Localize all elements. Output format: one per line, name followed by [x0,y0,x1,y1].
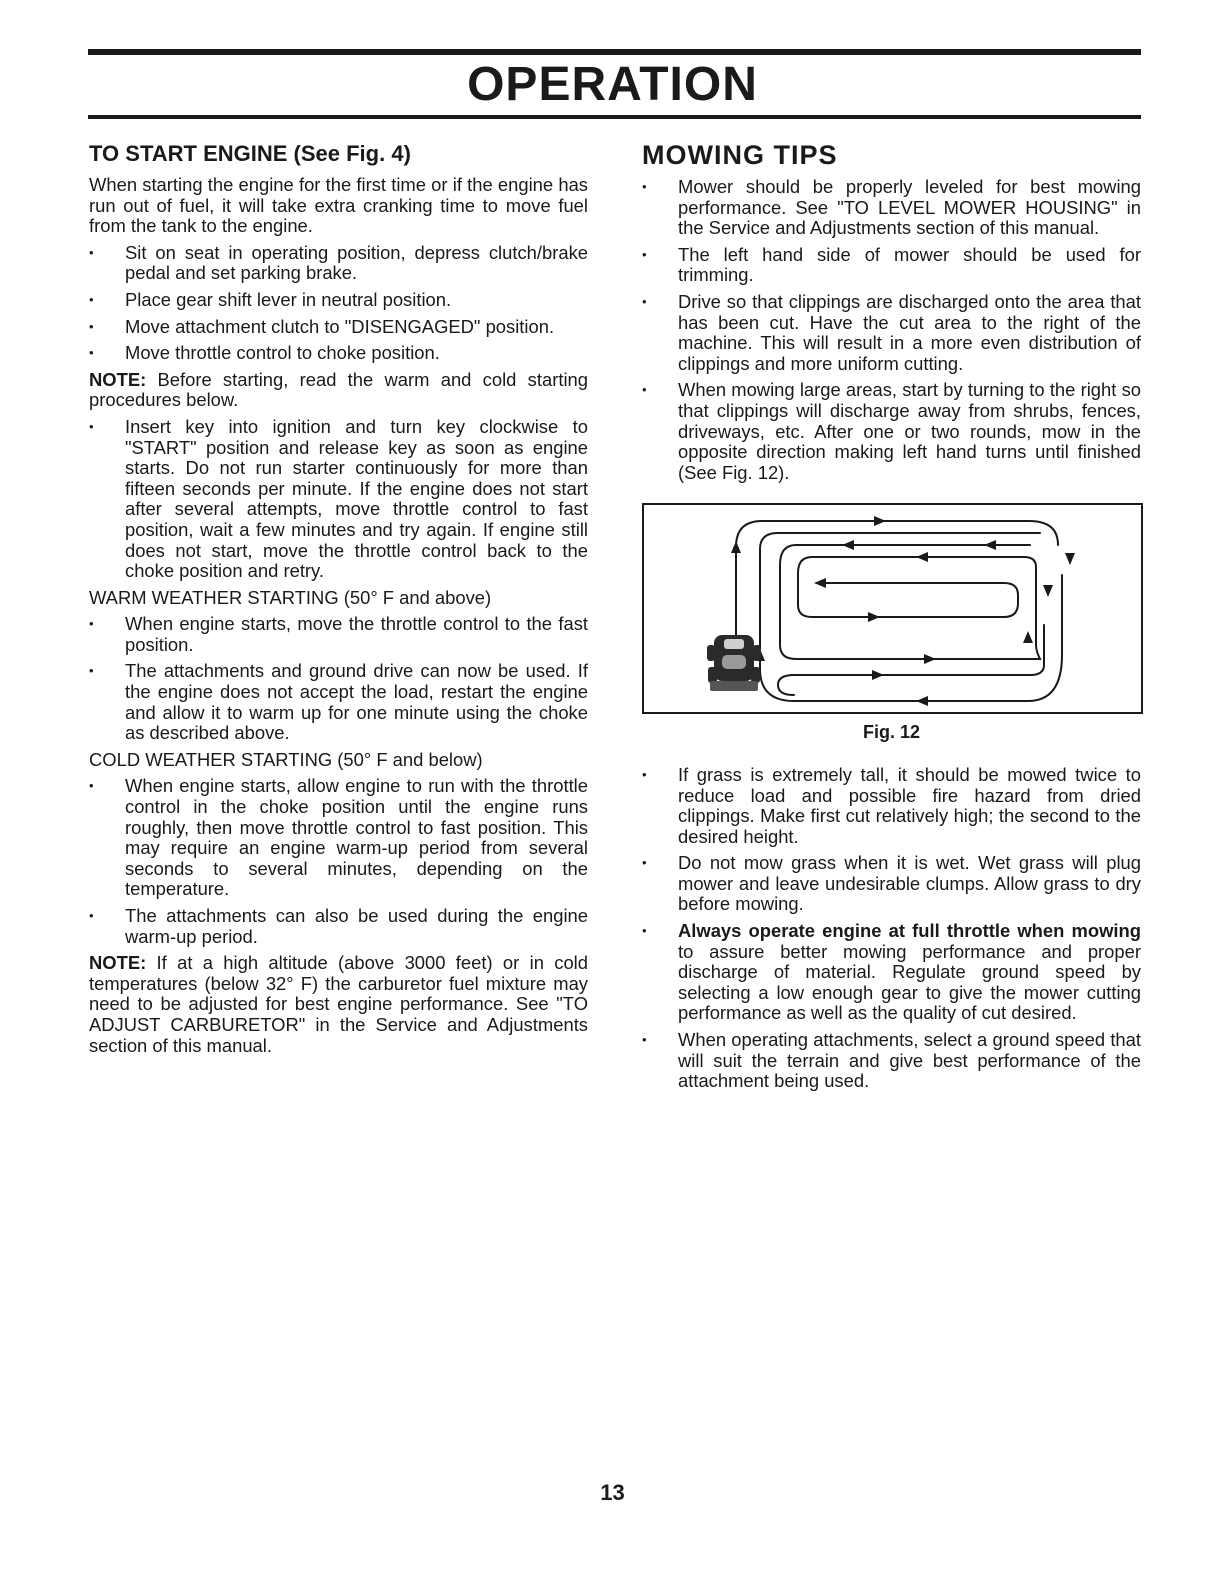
list-item: • Insert key into ignition and turn key clockwise to "START" position and release key as soon as engine starts. Do not run starter continuously for more than fifteen seconds per minute. If the engine does not start after several attempts, move throttle control to fast position, wait a few minutes and try again. If engine still does not start, move the throttle control back to the choke position and retry. [89,417,588,582]
list-item: • Sit on seat in operating position, depress clutch/brake pedal and set parking brake. [89,243,588,284]
arrow-icon-down [1065,553,1075,565]
arrow-icon-left [916,552,928,562]
arrow-icon-down [1043,585,1053,597]
list-item: • Do not mow grass when it is wet. Wet grass will plug mower and leave undesirable clumps. Allow grass to dry before mowing. [642,853,1141,915]
start-steps-list [89,243,588,364]
start-engine-heading: TO START ENGINE (See Fig. 4) [89,141,411,166]
note-altitude [89,953,588,1056]
title-rule [88,115,1141,119]
throttle-warning: Always operate engine at full throttle when mowing [678,920,1141,942]
note-text: Before starting, read the warm and cold starting procedures below. [89,368,588,411]
arrow-icon-left [842,540,854,550]
arrow-icon-right [868,612,880,622]
riding-mower-icon [707,635,761,691]
arrow-icon-left [916,696,928,706]
list-item: • The left hand side of mower should be used for trimming. [642,245,1141,286]
start-engine-section [89,140,588,1062]
arrow-icon-up [731,541,741,553]
cold-steps-list [89,776,588,947]
mower-path-diagram [644,505,1141,712]
ignition-list [89,417,588,582]
throttle-text: to assure better mowing performance and proper discharge of material. Regulate ground speed by selecting a low enough gear to give the mower cutting performance as well as the quality of cut desired. [678,940,1141,1024]
list-item: • When operating attachments, select a ground speed that will suit the terrain and give best performance of the attachment being used. [642,1030,1141,1092]
cold-weather-heading: COLD WEATHER STARTING (50° F and below) [89,748,483,770]
list-item: • When mowing large areas, start by turning to the right so that clippings will discharge away from shrubs, fences, driveways, etc. After one or two rounds, mow in the opposite direction making left hand turns until finished (See Fig. 12). [642,380,1141,483]
list-item: • When engine starts, allow engine to run with the throttle control in the choke position until the engine runs roughly, then move throttle control to fast position. This may require an engine warm-up period from several seconds to several minutes, depending on the temperature. [89,776,588,900]
list-item: • The attachments can also be used during the engine warm-up period. [89,906,588,947]
warm-weather-heading: WARM WEATHER STARTING (50° F and above) [89,586,492,608]
tips-list-bottom [642,765,1141,1092]
note-label: NOTE: [89,368,147,390]
list-item: • When engine starts, move the throttle control to the fast position. [89,614,588,655]
list-item: • If grass is extremely tall, it should be mowed twice to reduce load and possible fire hazard from dried clippings. Make first cut relatively high; the second to the desired height. [642,765,1141,847]
start-engine-intro: When starting the engine for the first time or if the engine has run out of fuel, it will take extra cranking time to move fuel from the tank to the engine. [89,174,588,237]
arrow-icon-right [924,654,936,664]
list-item: • Move throttle control to choke position. [89,343,588,364]
mowing-tips-section [642,140,1141,1098]
note-starting [89,370,588,411]
page-number: 13 [600,1480,625,1505]
note-label: NOTE: [89,952,147,974]
mowing-tips-heading: MOWING TIPS [642,140,838,170]
list-item: • Drive so that clippings are discharged onto the area that has been cut. Have the cut area to the right of the machine. This will result in a more even distribution of clippings and more uniform cutting. [642,292,1141,374]
inner-path-line [780,545,1040,659]
warm-steps-list [89,614,588,744]
list-item: • Mower should be properly leveled for best mowing performance. See "TO LEVEL MOWER HOUSING" in the Service and Adjustments section of this manual. [642,177,1141,239]
arrow-icon-left [814,578,826,588]
arrow-icon-right [874,516,886,526]
tips-list-top [642,177,1141,483]
arrow-icon-left [984,540,996,550]
list-item [642,921,1141,1024]
arrow-icon-up [1023,631,1033,643]
list-item: • Place gear shift lever in neutral position. [89,290,588,311]
fig-12-box [642,503,1143,714]
list-item: • The attachments and ground drive can now be used. If the engine does not accept the load, restart the engine and allow it to warm up for one minute using the choke as described above. [89,661,588,743]
figure-caption: Fig. 12 [862,722,920,743]
page-title: OPERATION [467,58,758,111]
list-item: • Move attachment clutch to "DISENGAGED" position. [89,317,588,338]
note-text: If at a high altitude (above 3000 feet) or in cold temperatures (below 32° F) the carburetor fuel mixture may need to be adjusted for best engine performance. See "TO ADJUST CARBURETOR" in the Service and Adjustments section of this manual. [89,952,588,1056]
arrow-icon-right [872,670,884,680]
